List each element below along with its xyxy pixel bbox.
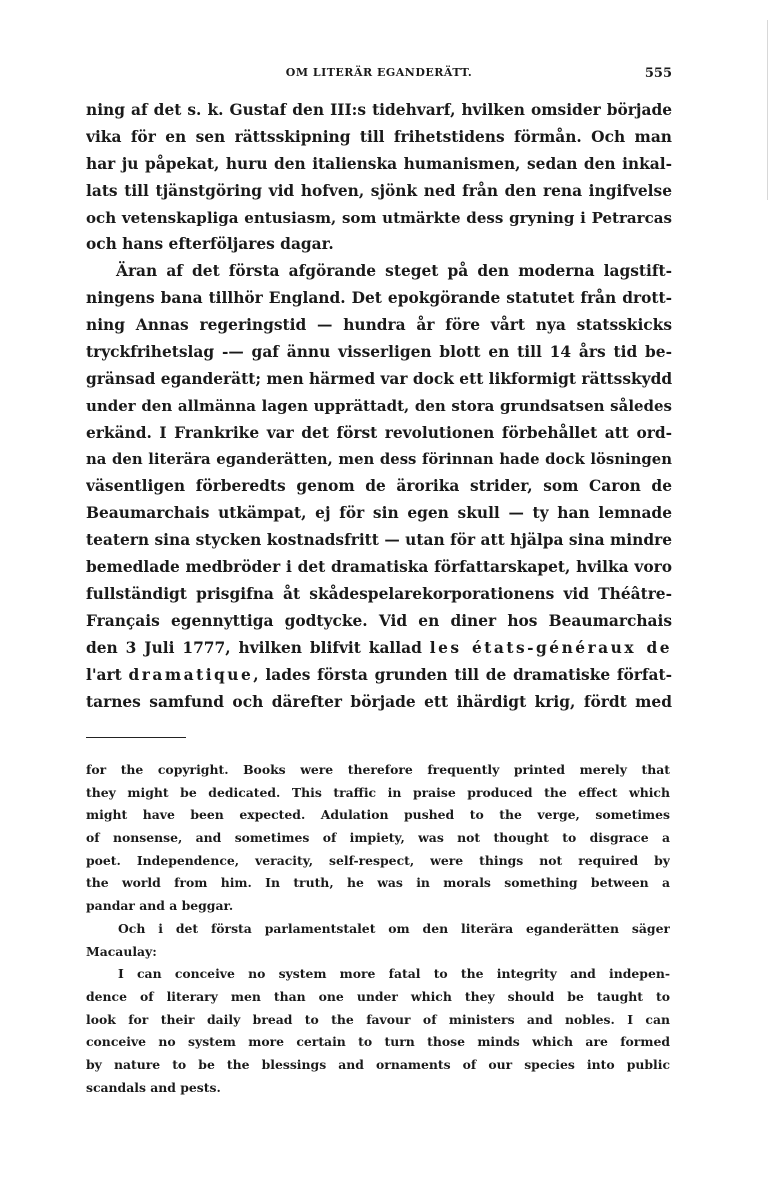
footnote-line: Och i det första parlamentstalet om den literära eganderätten säger [118, 920, 670, 936]
footnote-quote-line: dence of literary men than one under which they should be taught to [86, 988, 670, 1004]
footnote-line: for the copyright. Books were therefore frequently printed merely that [86, 762, 670, 777]
footnote-divider [86, 737, 186, 738]
text-line: väsentligen förberedts genom de ärorika strider, som Caron de [86, 477, 672, 496]
footnote-line: they might be dedicated. This traffic in praise produced the effect which [86, 784, 670, 800]
text-line: har ju påpekat, huru den italienska humanismen, sedan den inkal- [86, 154, 672, 173]
text-line: Beaumarchais utkämpat, ej för sin egen skull — ty han lemnade [86, 504, 672, 523]
footnote-line: poet. Independence, veracity, self-respect, were things not required by [86, 852, 670, 868]
footnote-line: of nonsense, and sometimes of impiety, was not thought to disgrace a [86, 830, 670, 846]
text-line: Äran af det första afgörande steget på den moderna lagstift- [116, 262, 672, 281]
running-title: OM LITERÄR EGANDERÄTT. [285, 66, 473, 79]
text-line: under den allmänna lagen upprättadt, den stora grundsatsen således [86, 396, 672, 415]
text-line: ning Annas regeringstid — hundra år före vårt nya statsskicks [86, 316, 672, 335]
footnote-quote-line: look for their daily bread to the favour of ministers and nobles. I can [86, 1011, 670, 1027]
text-line: tryckfrihetslag -— gaf ännu visserligen blott en till 14 års tid be- [86, 343, 672, 362]
footnote-block [86, 759, 670, 1099]
page-header [86, 66, 672, 86]
scan-margin-shadow [767, 20, 768, 200]
text-line: Français egennyttiga godtycke. Vid en diner hos Beaumarchais [86, 611, 672, 630]
footnote-line: might have been expected. Adulation pushed to the verge, sometimes [86, 807, 670, 823]
text-line: den 3 Juli 1777, hvilken blifvit kallad les états-généraux de [86, 638, 672, 657]
footnote-quote-line: I can conceive no system more fatal to the integrity and indepen- [118, 966, 670, 982]
text-line: fullständigt prisgifna åt skådespelarekorporationens vid Théâtre- [86, 585, 672, 604]
text-line: gränsad eganderätt; men härmed var dock ett likformigt rättsskydd [86, 369, 672, 388]
text-line: bemedlade medbröder i det dramatiska författarskapet, hvilka voro [86, 558, 672, 577]
text-line: na den literära eganderätten, men dess förinnan hade dock lösningen [86, 450, 672, 468]
footnote-quote-line: scandals and pests. [86, 1079, 221, 1095]
footnote-line: the world from him. In truth, he was in morals something between a [86, 875, 670, 891]
text-line: ning af det s. k. Gustaf den III:s tidehvarf, hvilken omsider började [86, 101, 672, 119]
page-number: 555 [644, 66, 672, 81]
text-line: och vetenskapliga entusiasm, som utmärkte dess gryning i Petrarcas [86, 208, 672, 227]
footnote-line: Macaulay: [86, 943, 157, 959]
text-line: lats till tjänstgöring vid hofven, sjönk ned från den rena ingifvelse [86, 181, 672, 200]
text-line: vika för en sen rättsskipning till frihetstidens förmån. Och man [86, 127, 672, 146]
text-line: erkänd. I Frankrike var det först revolutionen förbehållet att ord- [86, 423, 672, 442]
footnote-line: pandar and a beggar. [86, 898, 234, 914]
footnote-quote-line: conceive no system more certain to turn those minds which are formed [86, 1034, 670, 1050]
text-line: och hans efterföljares dagar. [86, 235, 334, 254]
text-line: tarnes samfund och därefter började ett ihärdigt krig, fördt med [86, 692, 672, 711]
footnote-quote-line: by nature to be the blessings and ornaments of our species into public [86, 1056, 670, 1072]
main-text [86, 97, 672, 715]
text-line: ningens bana tillhör England. Det epokgörande statutet från drott- [86, 289, 672, 308]
text-line: teatern sina stycken kostnadsfritt — utan för att hjälpa sina mindre [86, 531, 672, 550]
text-line: l'art dramatique, lades första grunden till de dramatiske förfat- [86, 665, 672, 684]
